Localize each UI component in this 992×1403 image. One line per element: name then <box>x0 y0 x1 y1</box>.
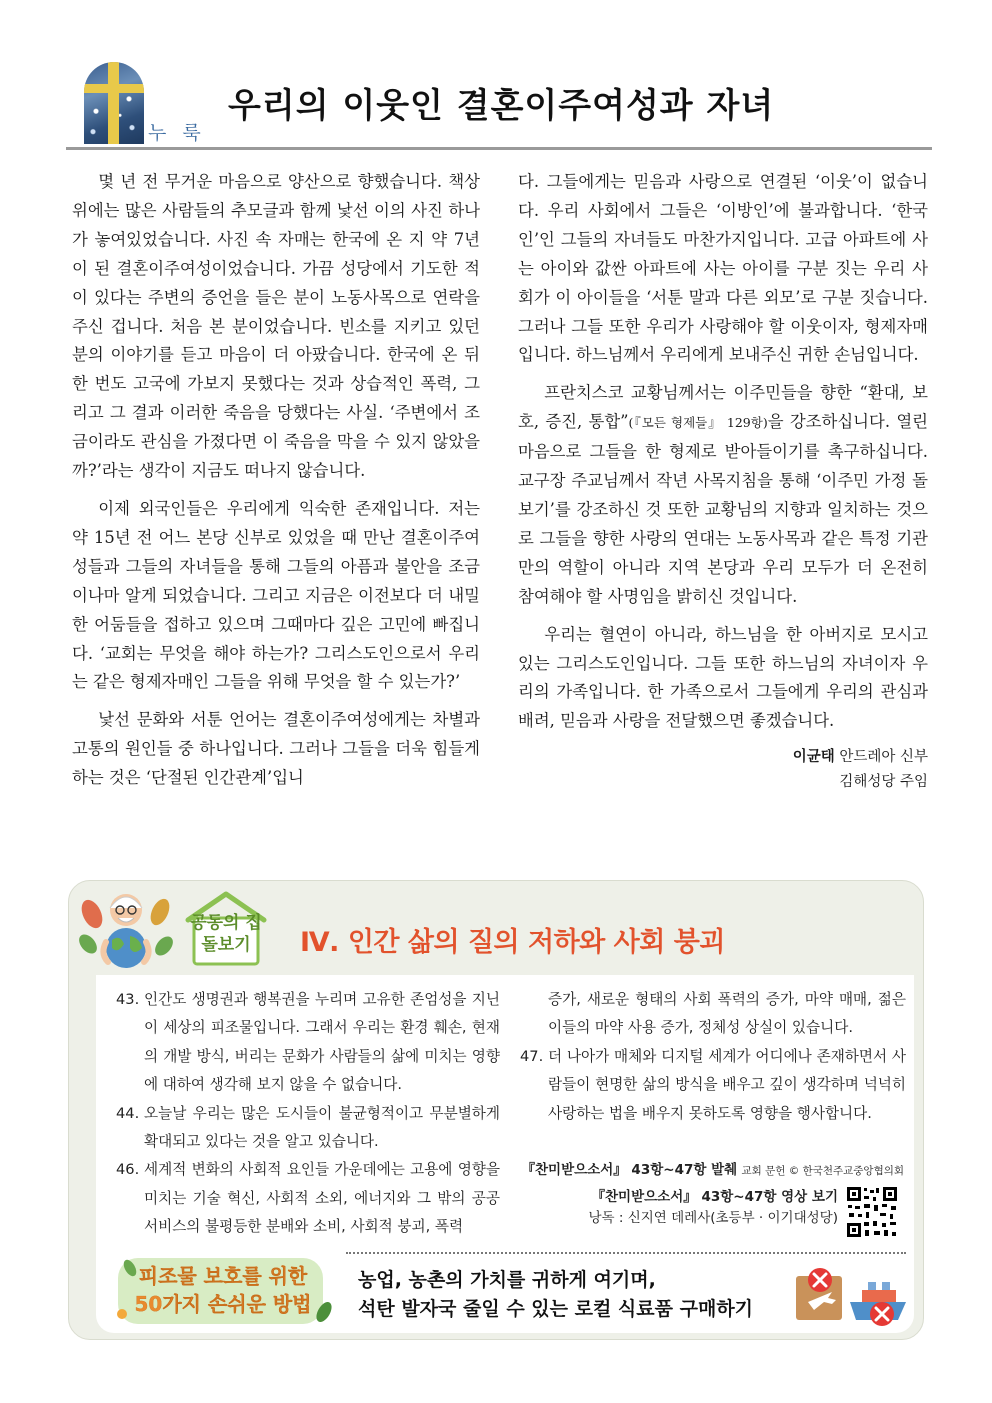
item-number: 47. <box>520 1047 544 1065</box>
article-paragraph: 이제 외국인들은 우리에게 익숙한 존재입니다. 저는 약 15년 전 어느 본당 신부로 있었을 때 만난 결혼이주여성들과 그들의 자녀들을 통해 그들의 아픔과 불안을 조금이나마 알게 되었습니다. 그리고 지금은 이전보다 더 내밀한 어둠들을 접하고 있으며 그때마다 깊은 고민에 빠집니다. ‘교회는 무엇을 해야 하는가? 그리스도인으로서 우리는 같은 형제자매인 그들을 위해 무엇을 할 수 있는가?’ <box>72 498 480 692</box>
tips-badge-line: 피조물 보호를 위한 <box>138 1264 308 1288</box>
video-info <box>560 1187 838 1229</box>
tip-line: 농업, 농촌의 가치를 귀하게 여기며, <box>358 1269 656 1291</box>
source-citation <box>520 1158 904 1178</box>
tip-line: 석탄 발자국 줄일 수 있는 로컬 식료품 구매하기 <box>358 1298 754 1320</box>
tip-text <box>358 1266 753 1324</box>
source-main: 『찬미받으소서』 43항~47항 발췌 <box>521 1162 738 1178</box>
list-item <box>116 1100 500 1157</box>
list-item <box>116 986 500 1100</box>
paragraph-part: 을 강조하십니다. 열린 마음으로 그들을 한 형제로 받아들이기를 촉구하십니다. 교구장 주교님께서 작년 사목지침을 통해 ‘이주민 가정 돌보기’를 강조하신 것 또한 교황님의 지향과 일치하는 것으로 그들을 향한 사랑의 연대는 노동사목과 같은 특정 기관만의 역할이 아니라 지역 본당과 우리 모두가 더 온전히 참여해야 할 사명임을 밝히신 것입니다. <box>518 412 928 606</box>
item-text: 세계적 변화의 사회적 요인들 가운데에는 고용에 영향을 미치는 기술 혁신, 사회적 소외, 에너지와 그 밖의 공공 서비스의 불평등한 분배와 소비, 사회적 붕괴, 폭력 <box>144 1161 500 1236</box>
author-signature <box>518 745 928 795</box>
care-items-left <box>116 986 500 1242</box>
author-title: 안드레아 신부 <box>839 749 928 766</box>
page-title: 우리의 이웃인 결혼이주여성과 자녀 <box>228 86 775 126</box>
care-items-right <box>520 986 906 1128</box>
no-airplane-ship-icon <box>792 1262 908 1330</box>
tips-badge-line: 50가지 손쉬운 방법 <box>134 1292 312 1316</box>
article-paragraph: 다. 그들에게는 믿음과 사랑으로 연결된 ‘이웃’이 없습니다. 우리 사회에서 그들은 ‘이방인’에 불과합니다. ‘한국인’인 그들의 자녀들도 마찬가지입니다. 고급 아파트에 사는 아이와 값싼 아파트에 사는 아이를 구분 짓는 우리 사회가 이 아이들을 ‘서툰 말과 다른 외모’로 구분 짓습니다. 그러나 그들 또한 우리가 사랑해야 할 이웃이자, 형제자매입니다. 하느님께서 우리에게 보내주신 귀한 손님입니다. <box>518 172 928 365</box>
article-left-column <box>72 168 480 802</box>
list-item <box>116 1156 500 1241</box>
article-right-column <box>518 168 928 795</box>
article-paragraph: 낯선 문화와 서툰 언어는 결혼이주여성에게는 차별과 고통의 원인들 중 하나입니다. 그러나 그들을 더욱 힘들게 하는 것은 ‘단절된 인간관계’입니 <box>72 710 480 788</box>
item-number: 46. <box>116 1161 140 1179</box>
item-number: 44. <box>116 1104 140 1122</box>
qr-code-icon[interactable] <box>846 1186 898 1238</box>
item-number: 43. <box>116 991 140 1008</box>
tips-badge-label <box>118 1262 328 1318</box>
item-text: 오늘날 우리는 많은 도시들이 불균형적이고 무분별하게 확대되고 있다는 것을 알고 있습니다. <box>144 1104 500 1151</box>
author-position: 김해성당 주임 <box>839 774 928 791</box>
article-paragraph <box>518 379 928 611</box>
logo-label: 누 룩 <box>148 122 206 144</box>
header-divider <box>66 147 932 150</box>
list-item-continuation: 증가, 새로운 형태의 사회 폭력의 증가, 마약 매매, 젊은이들의 마약 사용 증가, 정체성 상실이 있습니다. <box>548 991 906 1037</box>
dotted-divider <box>346 1252 906 1254</box>
video-reader: 낭독 : 신지연 데레사(초등부 · 이기대성당) <box>588 1210 838 1226</box>
video-title: 『찬미받으소서』 43항~47항 영상 보기 <box>591 1189 838 1205</box>
item-text: 더 나아가 매체와 디지털 세계가 어디에나 존재하면서 사람들이 현명한 삶의 방식을 배우고 깊이 생각하며 넉넉히 사랑하는 법을 배우지 못하도록 영향을 행사합니다. <box>548 1047 906 1122</box>
care-badge-line: 돌보기 <box>201 935 251 955</box>
source-copyright: 교회 문헌 © 한국천주교중앙협의회 <box>741 1165 904 1177</box>
care-box-title: Ⅳ. 인간 삶의 질의 저하와 사회 붕괴 <box>300 927 725 958</box>
document-reference: (『모든 형제들』 129항) <box>628 415 768 431</box>
care-badge-line: 공동의 집 <box>190 913 262 933</box>
care-badge-label <box>186 912 266 956</box>
author-name: 이균태 <box>792 749 835 766</box>
list-item <box>520 1043 906 1128</box>
grandpa-earth-icon <box>78 884 174 972</box>
article-paragraph: 몇 년 전 무거운 마음으로 양산으로 향했습니다. 책상 위에는 많은 사람들의 추모글과 함께 낯선 이의 사진 하나가 놓여있었습니다. 사진 속 자매는 한국에 온 지 약 7년이 된 결혼이주여성이었습니다. 가끔 성당에서 기도한 적이 있다는 주변의 증언을 들은 분이 노동사목으로 연락을 주신 겁니다. 처음 본 분이었습니다. 빈소를 지키고 있던 분의 이야기를 듣고 마음이 더 아팠습니다. 한국에 온 뒤 한 번도 고국에 가보지 못했다는 것과 상습적인 폭력, 그리고 그 결과 이러한 죽음을 당했다는 사실. ‘주변에서 조금이라도 관심을 가졌다면 이 죽음을 막을 수 있지 않았을까?’라는 생각이 지금도 떠나지 않습니다. <box>72 172 480 481</box>
paragraph-part: 프란치스코 교황님께서는 이주민들을 향한 “환대, 보호, 증진, 통합” <box>518 383 928 432</box>
article-paragraph: 우리는 혈연이 아니라, 하느님을 한 아버지로 모시고 있는 그리스도인입니다. 그들 또한 하느님의 자녀이자 우리의 가족입니다. 한 가족으로서 그들에게 우리의 관심과 배려, 믿음과 사랑을 전달했으면 좋겠습니다. <box>518 624 928 731</box>
item-text: 인간도 생명권과 행복권을 누리며 고유한 존엄성을 지닌 이 세상의 피조물입니다. 그래서 우리는 환경 훼손, 현재의 개발 방식, 버리는 문화가 사람들의 삶에 미치는 영향에 대하여 생각해 보지 않을 수 없습니다. <box>144 991 500 1094</box>
cross-window-icon <box>84 62 144 144</box>
